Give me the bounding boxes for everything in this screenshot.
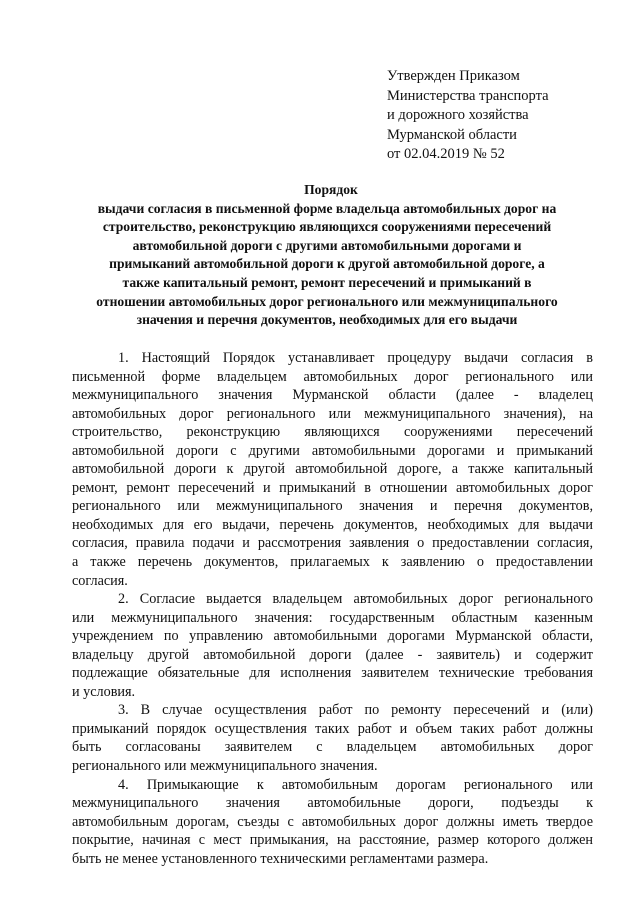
title-heading: Порядок (304, 182, 358, 197)
text-line: 2. Согласие выдается владельцем автомобильных дорог регионального (118, 591, 593, 608)
approval-line: Мурманской области (387, 126, 517, 143)
title-line: автомобильной дороги с другими автомобильными дорогами и (132, 237, 522, 253)
approval-line: и дорожного хозяйства (387, 107, 529, 123)
paragraph-3 (72, 701, 593, 775)
text-line: 4. Примыкающие к автомобильным дорогам регионального или (118, 776, 593, 793)
approval-line: от 02.04.2019 № 52 (387, 146, 505, 162)
approval-line: Министерства транспорта (387, 87, 549, 104)
document-body (72, 349, 593, 868)
paragraph-1 (72, 349, 593, 590)
title-line: значения и перечня документов, необходимых для его выдачи (136, 312, 518, 328)
text-line: регионального или межмуниципального значения. (72, 758, 378, 775)
text-line: или межмуниципального значения: государственным областным казенным (72, 609, 593, 626)
text-line: регионального или межмуниципального значения и перечня документов, (72, 498, 593, 515)
text-line: автомобильной дороги к другой автомобильной дороге, а также капитальный (72, 461, 593, 478)
text-line: необходимых для его выдачи, перечень документов, необходимых для выдачи (72, 516, 593, 533)
text-line: а также перечень документов, прилагаемых к заявлению о предоставлении (72, 554, 593, 571)
text-line: покрытие, начиная с мест примыкания, на расстояние, размер которого должен (72, 832, 593, 849)
text-line: быть не менее установленного техническими регламентами размера. (72, 850, 489, 867)
text-line: 1. Настоящий Порядок устанавливает процедуру выдачи согласия в (118, 350, 593, 366)
text-line: строительство, реконструкцию являющихся сооружениями пересечений (72, 424, 593, 441)
text-line: согласия. (72, 572, 128, 589)
text-line: 3. В случае осуществления работ по ремонту пересечений и (или) (118, 702, 593, 719)
text-line: автомобильной дороги с другими автомобильными дорогами и примыканий (72, 442, 593, 459)
text-line: письменной форме владельцем автомобильных дорог регионального или (72, 368, 593, 385)
document-title (62, 181, 592, 330)
text-line: межмуниципального значения Мурманской области (далее - владелец (72, 387, 593, 404)
text-line: автомобильным дорогам, съезды с автомобильных дорог должны иметь твердое (72, 813, 593, 830)
text-line: учреждением по управлению автомобильными дорогами Мурманской области, (72, 628, 593, 645)
paragraph-2 (72, 590, 593, 701)
title-line: строительство, реконструкцию являющихся сооружениями пересечений (102, 219, 552, 235)
title-line: выдачи согласия в письменной форме владельца автомобильных дорог на (97, 200, 557, 216)
text-line: подлежащие обязательные для исполнения заявителем технические требования (72, 665, 593, 682)
approval-stamp (387, 67, 617, 165)
title-line: также капитальный ремонт, ремонт пересечений и примыканий в (122, 274, 532, 290)
approval-line: Утвержден Приказом (387, 68, 520, 84)
title-line: примыканий автомобильной дороги к другой автомобильной дороге, а (109, 256, 545, 272)
text-line: владельцу другой автомобильной дороги (далее - заявитель) и содержит (72, 646, 593, 663)
text-line: быть согласованы заявителем с владельцем автомобильных дорог (72, 739, 593, 756)
text-line: и условия. (72, 683, 136, 700)
paragraph-4 (72, 776, 593, 869)
title-line: отношении автомобильных дорог регионального или межмуниципального (96, 293, 558, 309)
text-line: ремонт, ремонт пересечений и примыканий в отношении автомобильных дорог (72, 479, 593, 496)
text-line: автомобильных дорог регионального или межмуниципального значения), на (72, 405, 593, 422)
text-line: согласия, правила подачи и рассмотрения заявления о предоставлении согласия, (72, 535, 593, 552)
text-line: примыканий порядок осуществления таких работ и объем таких работ должны (72, 720, 593, 737)
text-line: межмуниципального значения автомобильные дороги, подъезды к (72, 795, 593, 812)
